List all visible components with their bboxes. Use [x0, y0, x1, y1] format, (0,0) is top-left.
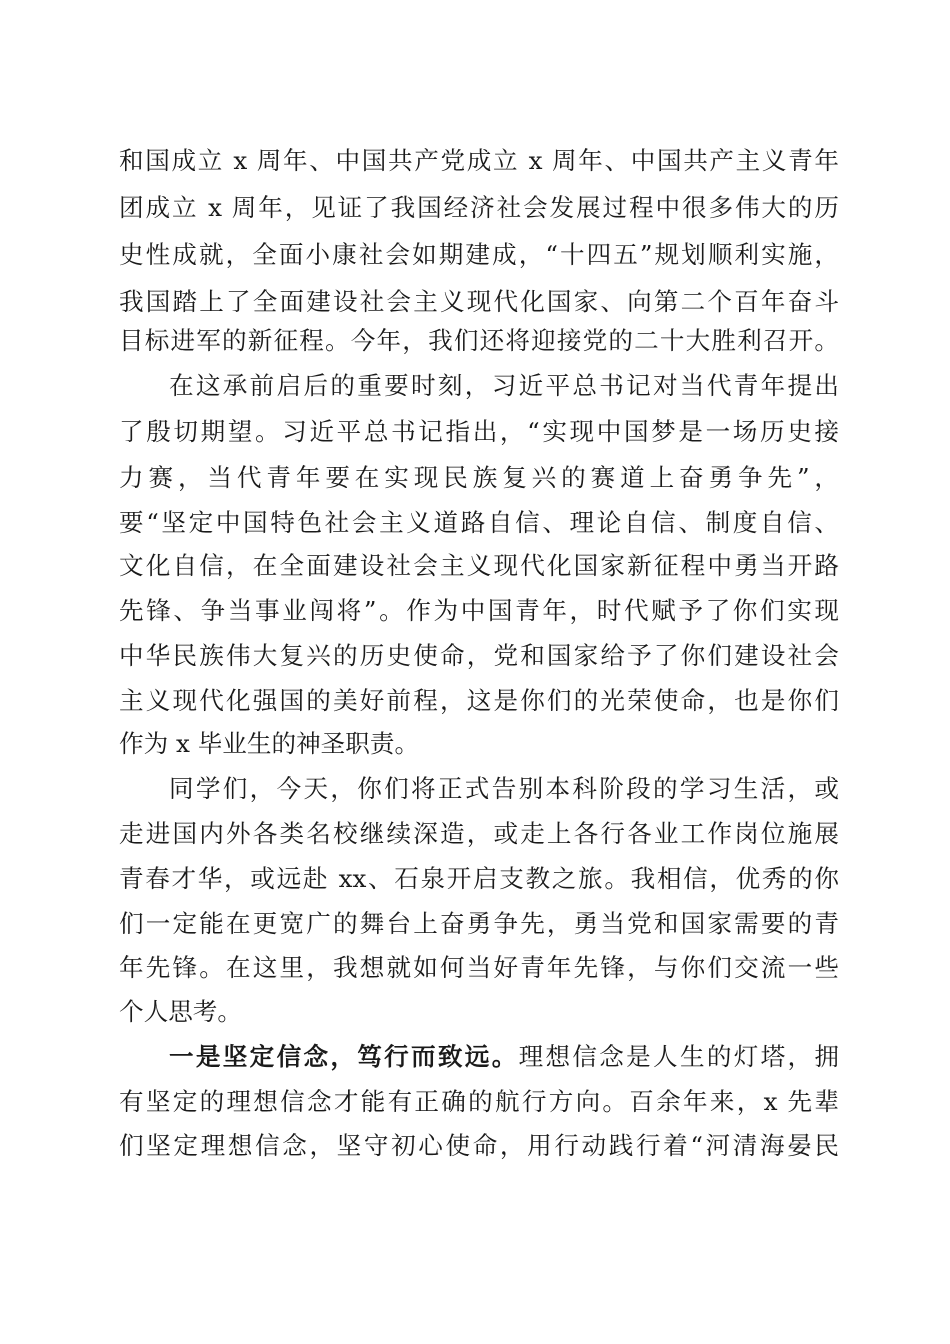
paragraph-2-line-2: 了殷切期望。习近平总书记指出，“实现中国梦是一场历史接	[119, 417, 839, 446]
paragraph-4-line-3: 们坚定理想信念，坚守初心使命，用行动践行着“河清海晏民	[119, 1131, 839, 1160]
paragraph-2-line-4: 要“坚定中国特色社会主义道路自信、理论自信、制度自信、	[119, 508, 839, 537]
paragraph-1-line-1: 和国成立 x 周年、中国共产党成立 x 周年、中国共产主义青年	[119, 146, 839, 175]
paragraph-2-line-6: 先锋、争当事业闯将”。作为中国青年，时代赋予了你们实现	[119, 596, 839, 625]
paragraph-3-line-2: 走进国内外各类名校继续深造，或走上各行各业工作岗位施展	[119, 819, 839, 848]
paragraph-4-line-1	[169, 1042, 839, 1072]
paragraph-3-line-1: 同学们，今天，你们将正式告别本科阶段的学习生活，或	[169, 774, 839, 803]
paragraph-2-line-1: 在这承前启后的重要时刻，习近平总书记对当代青年提出	[169, 371, 839, 400]
paragraph-3-line-6: 个人思考。	[119, 997, 242, 1026]
paragraph-1-line-4: 我国踏上了全面建设社会主义现代化国家、向第二个百年奋斗	[119, 287, 839, 316]
paragraph-3-line-3: 青春才华，或远赴 xx、石泉开启支教之旅。我相信，优秀的你	[119, 864, 839, 893]
paragraph-4-line-1-text: 理想信念是人生的灯塔，拥	[518, 1042, 839, 1071]
paragraph-4-line-2: 有坚定的理想信念才能有正确的航行方向。百余年来，x 先辈	[119, 1087, 839, 1116]
paragraph-1-line-5: 目标进军的新征程。今年，我们还将迎接党的二十大胜利召开。	[119, 326, 839, 355]
paragraph-2-line-8: 主义现代化强国的美好前程，这是你们的光荣使命，也是你们	[119, 686, 839, 715]
paragraph-2-line-5: 文化自信，在全面建设社会主义现代化国家新征程中勇当开路	[119, 551, 839, 580]
paragraph-3-line-5: 年先锋。在这里，我想就如何当好青年先锋，与你们交流一些	[119, 953, 839, 982]
paragraph-4-lead-heading: 一是坚定信念，笃行而致远。	[169, 1042, 519, 1071]
paragraph-1-line-2: 团成立 x 周年，见证了我国经济社会发展过程中很多伟大的历	[119, 193, 839, 222]
paragraph-2-line-9: 作为 x 毕业生的神圣职责。	[119, 729, 420, 758]
paragraph-1-line-3: 史性成就，全面小康社会如期建成，“十四五”规划顺利实施，	[119, 240, 839, 269]
paragraph-3-line-4: 们一定能在更宽广的舞台上奋勇争先，勇当党和国家需要的青	[119, 909, 839, 938]
paragraph-2-line-3: 力赛，当代青年要在实现民族复兴的赛道上奋勇争先”，	[119, 463, 839, 492]
paragraph-2-line-7: 中华民族伟大复兴的历史使命，党和国家给予了你们建设社会	[119, 641, 839, 670]
